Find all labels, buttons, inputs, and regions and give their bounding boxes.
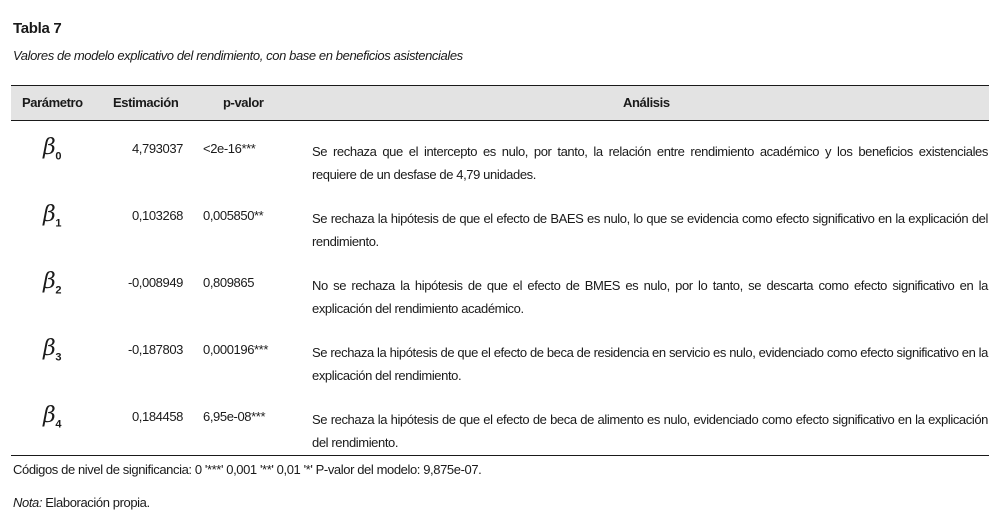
table-row <box>11 188 989 255</box>
estimate-cell: -0,187803 <box>128 342 183 357</box>
table-row <box>11 389 989 456</box>
col-header-estimacion: Estimación <box>113 95 179 110</box>
table-row <box>11 255 989 322</box>
analysis-cell: No se rechaza la hipótesis de que el efecto de BMES es nulo, por lo tanto, se descarta como efecto significativo en la explicación del rendimiento académico. <box>312 278 988 316</box>
col-header-parametro: Parámetro <box>22 95 83 110</box>
estimate-cell: 4,793037 <box>131 141 183 156</box>
estimate-cell: 0,103268 <box>131 208 183 223</box>
col-header-pvalor: p-valor <box>223 95 264 110</box>
pvalue-cell: 6,95e-08*** <box>203 409 266 424</box>
note-text: Elaboración propia. <box>42 495 150 510</box>
table-row <box>11 322 989 389</box>
table-header-row <box>11 85 989 121</box>
parameter-symbol: $\beta_1$ <box>43 202 62 230</box>
col-header-analisis: Análisis <box>623 95 670 110</box>
analysis-cell: Se rechaza la hipótesis de que el efecto de beca de alimento es nulo, evidenciado como efecto significativo en la explicación del rendimiento. <box>312 412 988 450</box>
table-note <box>13 495 150 510</box>
pvalue-cell: 0,809865 <box>203 275 255 290</box>
parameter-symbol: $\beta_4$ <box>43 403 62 431</box>
table-subtitle: Valores de modelo explicativo del rendimiento, con base en beneficios asistenciales <box>13 48 463 63</box>
table-row <box>11 121 989 188</box>
parameter-symbol: $\beta_2$ <box>43 269 62 297</box>
analysis-cell: Se rechaza la hipótesis de que el efecto de beca de residencia en servicio es nulo, evidenciado como efecto significativo en la explicación del rendimiento. <box>312 345 988 383</box>
pvalue-cell: 0,005850** <box>203 208 264 223</box>
parameter-symbol: $\beta_3$ <box>43 336 62 364</box>
estimate-cell: -0,008949 <box>128 275 183 290</box>
estimate-cell: 0,184458 <box>131 409 183 424</box>
significance-codes: Códigos de nivel de significancia: 0 '***' 0,001 '**' 0,01 '*' P-valor del modelo: 9,875e-07. <box>13 462 482 477</box>
pvalue-cell: <2e-16*** <box>203 141 256 156</box>
pvalue-cell: 0,000196*** <box>203 342 268 357</box>
parameter-symbol: $\beta_0$ <box>43 135 62 163</box>
note-label: Nota: <box>13 495 43 510</box>
results-table <box>11 85 989 456</box>
analysis-cell: Se rechaza la hipótesis de que el efecto de BAES es nulo, lo que se evidencia como efecto significativo en la explicación del rendimiento. <box>312 211 988 249</box>
table-title: Tabla 7 <box>13 20 62 37</box>
analysis-cell: Se rechaza que el intercepto es nulo, por tanto, la relación entre rendimiento académico y los beneficios existenciales requiere de un desfase de 4,79 unidades. <box>312 144 988 182</box>
